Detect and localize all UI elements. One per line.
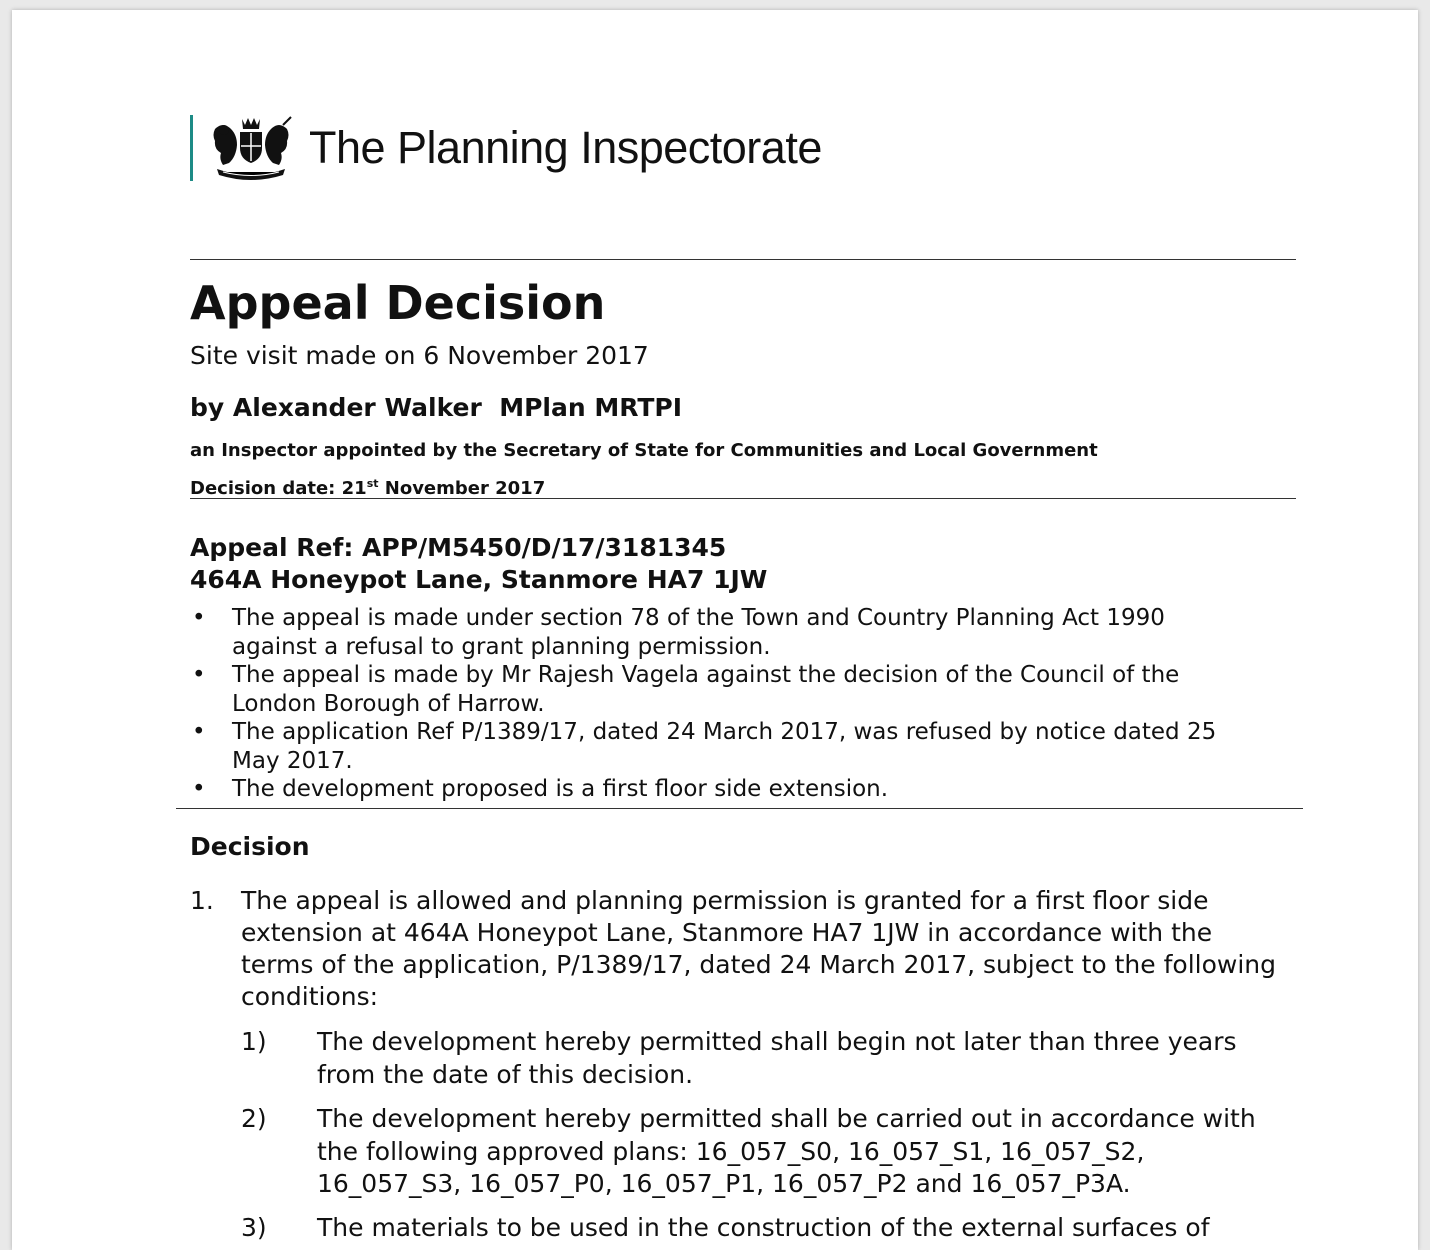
condition-number: 3) [241,1213,267,1242]
logo-accent-bar [190,115,193,181]
condition-text: The development hereby permitted shall be carried out in accordance with the following approved plans: 16_057_S0, 16_057_S1, 16_057_S2, 16_057_S3, 16_057_P0, 16_057_P1, 16_057_P2 and 16_057_P3A. [317,1104,1256,1198]
decision-date-prefix: Decision date: 21 [190,478,367,499]
list-item [190,718,1250,775]
condition-text: The materials to be used in the construction of the external surfaces of [317,1213,1210,1242]
list-item [190,661,1250,718]
decision-date-ordinal: st [366,477,379,490]
list-item-text: The appeal is made by Mr Rajesh Vagela against the decision of the Council of the London Borough of Harrow. [232,662,1180,717]
bullet-icon: • [192,776,206,802]
royal-crest-icon [209,115,293,181]
appeal-address: 464A Honeypot Lane, Stanmore HA7 1JW [190,565,768,594]
list-item-text: The appeal is made under section 78 of the Town and Country Planning Act 1990 against a refusal to grant planning permission. [232,605,1165,660]
site-visit-date: Site visit made on 6 November 2017 [190,341,649,370]
list-item-text: The development proposed is a first floor side extension. [232,776,889,802]
decision-heading: Decision [190,832,310,861]
condition-number: 2) [241,1104,267,1133]
appeal-reference-block [190,532,767,596]
condition-item [241,1103,1286,1201]
list-item-text: The application Ref P/1389/17, dated 24 March 2017, was refused by notice dated 25 May 2017. [232,719,1217,774]
bullet-icon: • [192,719,206,745]
list-item [190,775,1250,804]
bullet-icon: • [192,662,206,688]
header-divider [190,498,1296,499]
condition-number: 1) [241,1027,267,1056]
paragraph-number: 1. [190,886,214,915]
inspector-name: by Alexander Walker MPlan MRTPI [190,393,683,422]
condition-item [241,1026,1286,1091]
planning-inspectorate-logo [190,115,822,181]
inspector-appointment: an Inspector appointed by the Secretary of State for Communities and Local Government [190,440,1098,461]
appeal-details-divider [176,808,1303,809]
decision-paragraph [190,885,1280,1013]
bullet-icon: • [192,605,206,631]
organisation-name: The Planning Inspectorate [309,122,822,173]
list-item [190,604,1250,661]
appeal-details-list [190,604,1250,804]
top-divider [190,259,1296,260]
appeal-reference: Appeal Ref: APP/M5450/D/17/3181345 [190,533,727,562]
paragraph-text: The appeal is allowed and planning permission is granted for a first floor side extension at 464A Honeypot Lane, Stanmore HA7 1JW in accordance with the terms of the application, P/1389/17, dated 24 March 2017, subject to the following conditions: [241,886,1276,1011]
decision-date-rest: November 2017 [378,478,546,499]
decision-date [190,477,545,499]
condition-text: The development hereby permitted shall begin not later than three years from the date of this decision. [317,1027,1237,1089]
page-title: Appeal Decision [190,276,606,330]
